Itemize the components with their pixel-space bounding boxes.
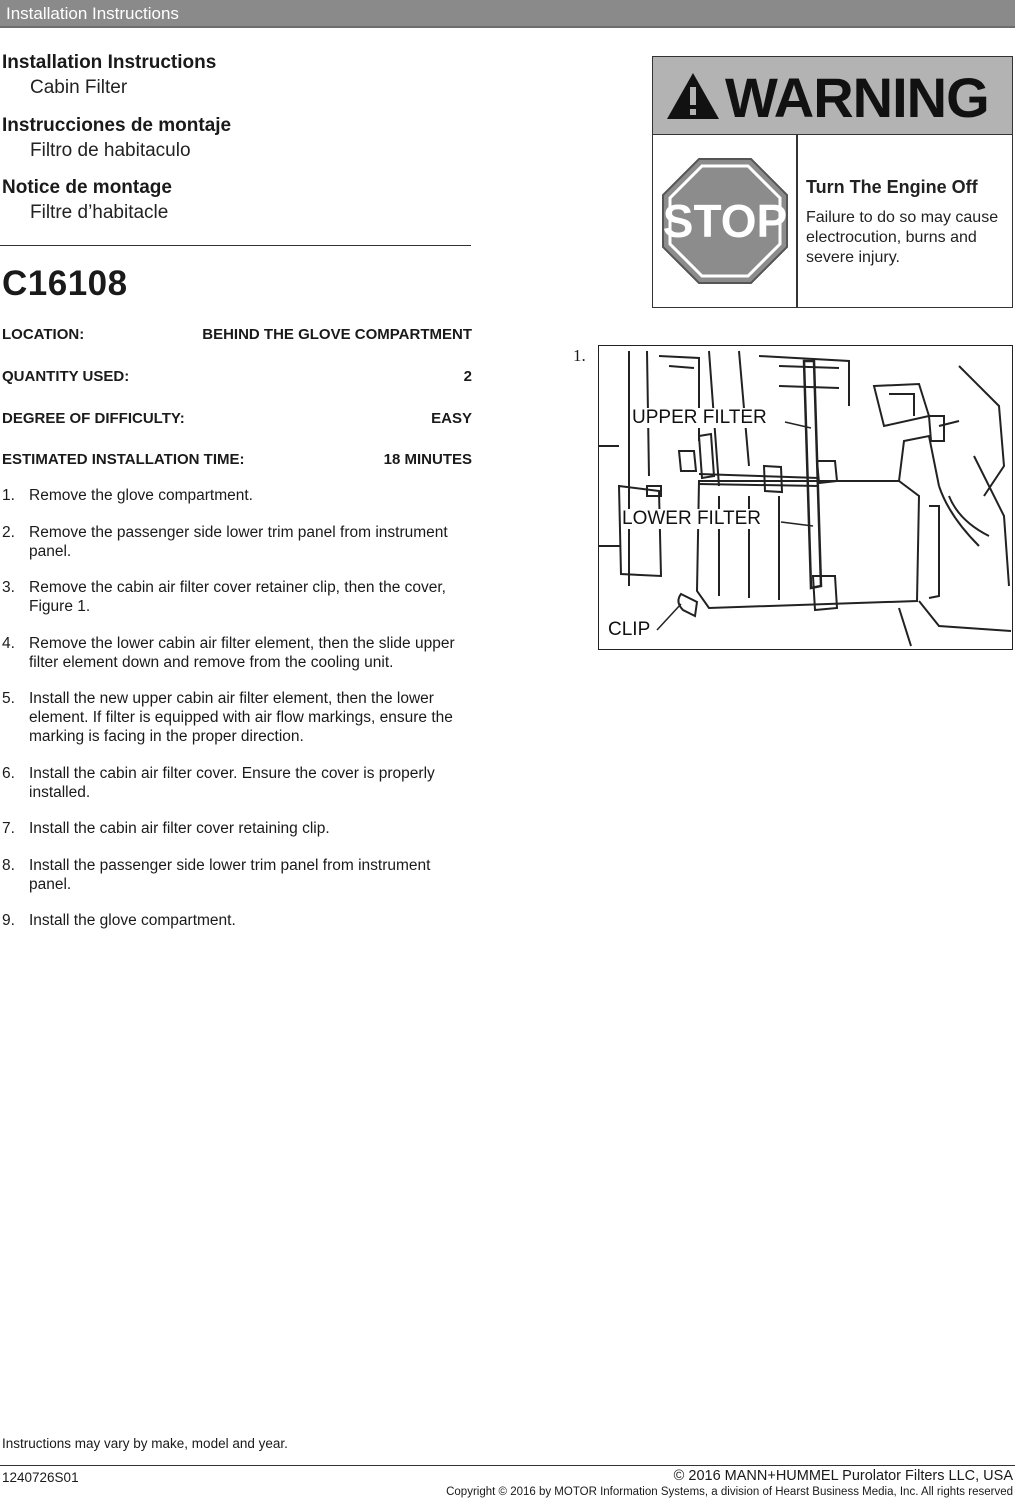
spec-value: BEHIND THE GLOVE COMPARTMENT — [202, 326, 472, 343]
spec-label: DEGREE OF DIFFICULTY: — [2, 410, 185, 427]
filter-housing-illustration — [599, 346, 1011, 648]
warning-heading: Turn The Engine Off — [806, 177, 978, 197]
step-number: 7. — [2, 820, 15, 837]
spec-label: ESTIMATED INSTALLATION TIME: — [2, 451, 245, 468]
copyright-sub: Copyright © 2016 by MOTOR Information Systems, a division of Hearst Business Media, Inc. All rights reserved — [446, 1486, 1013, 1498]
label-clip: CLIP — [608, 619, 651, 640]
step-text: Install the passenger side lower trim panel from instrument panel. — [29, 857, 431, 893]
step-text: Remove the glove compartment. — [29, 487, 253, 504]
stop-sign-icon — [661, 157, 789, 285]
step-number: 8. — [2, 857, 15, 874]
warning-body: Failure to do so may cause electrocution, burns and severe injury. — [806, 209, 999, 266]
header-title: Installation Instructions — [6, 4, 179, 23]
footer-divider — [0, 1465, 1015, 1466]
label-lower-filter: LOWER FILTER — [622, 508, 761, 529]
warning-triangle-icon — [665, 71, 721, 121]
step-number: 5. — [2, 690, 15, 707]
part-number: C16108 — [2, 264, 128, 303]
title-spanish: Instrucciones de montaje — [2, 115, 232, 136]
warning-title: WARNING — [725, 66, 989, 129]
figure-number: 1. — [573, 346, 586, 365]
title-english: Installation Instructions — [2, 52, 217, 73]
spec-label: LOCATION: — [2, 326, 85, 343]
disclaimer-note: Instructions may vary by make, model and year. — [2, 1436, 288, 1451]
header-bar — [0, 0, 1015, 28]
step-number: 6. — [2, 765, 15, 782]
warning-box — [652, 56, 1013, 308]
step-number: 4. — [2, 635, 15, 652]
step-text: Install the glove compartment. — [29, 912, 236, 929]
spec-value: 18 MINUTES — [383, 451, 472, 468]
step-text: Remove the lower cabin air filter element, then the slide upper filter element down and remove from the cooling unit. — [29, 635, 455, 671]
warning-band — [653, 57, 1012, 135]
step-text: Remove the cabin air filter cover retainer clip, then the cover, Figure 1. — [29, 579, 446, 615]
step-text: Install the cabin air filter cover retaining clip. — [29, 820, 330, 837]
spec-value: EASY — [431, 410, 472, 427]
figure-illustration — [598, 345, 1013, 650]
warning-divider — [796, 135, 798, 307]
step-text: Install the cabin air filter cover. Ensure the cover is properly installed. — [29, 765, 435, 801]
step-text: Install the new upper cabin air filter element, then the lower element. If filter is equipped with air flow markings, ensure the marking is facing in the proper direction. — [29, 690, 453, 745]
title-french: Notice de montage — [2, 177, 172, 198]
step-number: 9. — [2, 912, 15, 929]
spec-value: 2 — [463, 368, 472, 385]
copyright-main: © 2016 MANN+HUMMEL Purolator Filters LLC, USA — [673, 1468, 1013, 1484]
subtitle-spanish: Filtro de habitaculo — [30, 140, 191, 161]
step-number: 3. — [2, 579, 15, 596]
step-text: Remove the passenger side lower trim panel from instrument panel. — [29, 524, 448, 560]
step-number: 2. — [2, 524, 15, 541]
section-divider — [0, 245, 471, 246]
stop-text: STOP — [662, 195, 788, 247]
label-upper-filter: UPPER FILTER — [632, 407, 767, 428]
subtitle-english: Cabin Filter — [30, 77, 128, 98]
subtitle-french: Filtre d’habitacle — [30, 202, 169, 223]
step-number: 1. — [2, 487, 15, 504]
document-code: 1240726S01 — [2, 1470, 79, 1485]
spec-label: QUANTITY USED: — [2, 368, 130, 385]
